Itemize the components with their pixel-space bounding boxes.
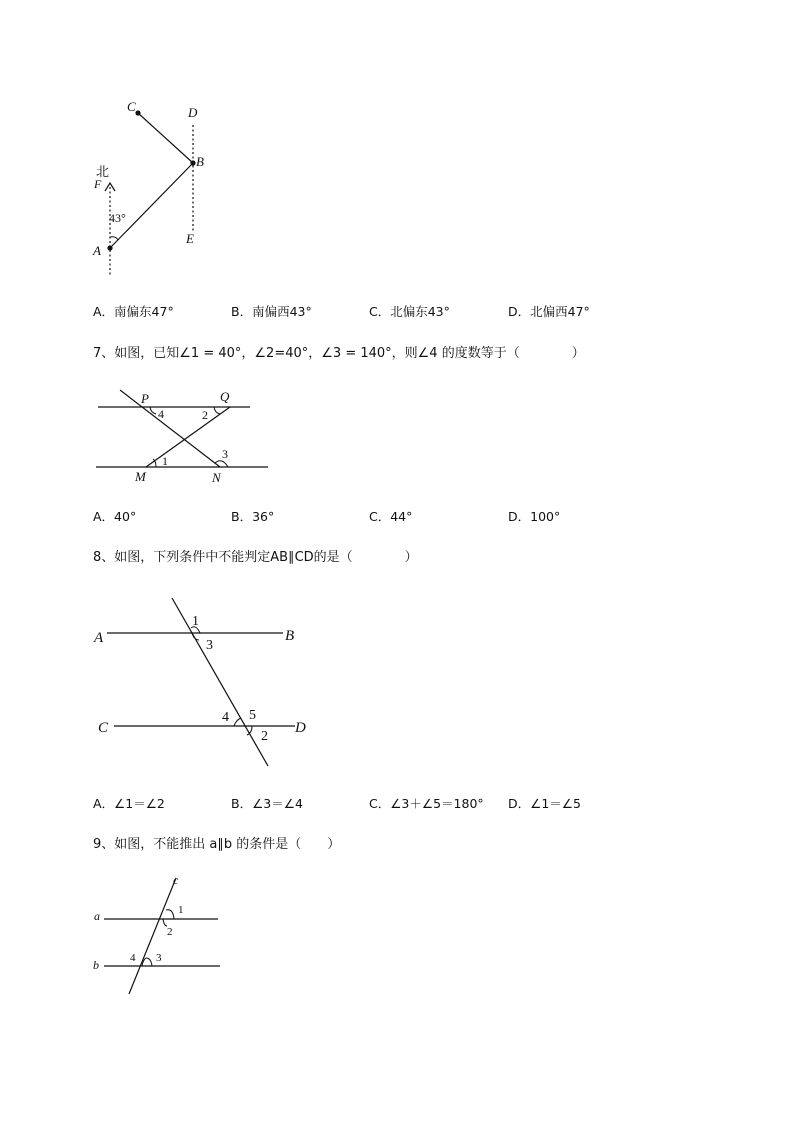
angle-arc-3: [146, 958, 152, 966]
q8-stem: 8、如图，下列条件中不能判定AB∥CD的是（ ）: [93, 550, 418, 565]
q7-option-a[interactable]: A．40°: [93, 509, 137, 524]
label-angle-5: 5: [249, 708, 256, 723]
q6-option-b[interactable]: B．南偏西43°: [231, 304, 312, 319]
label-angle-3: 3: [222, 447, 228, 461]
angle-arc-1: [166, 910, 174, 919]
label-e: E: [186, 231, 194, 246]
label-angle-3: 3: [206, 638, 213, 653]
label-a: A: [93, 243, 101, 258]
point-b: [190, 160, 195, 165]
figure-q7: [90, 383, 280, 488]
label-angle-2: 2: [261, 729, 268, 744]
label-q: Q: [220, 389, 230, 404]
label-angle-4: 4: [158, 407, 164, 421]
figure-bearing: [85, 95, 225, 285]
label-a: a: [94, 909, 100, 923]
label-b: B: [196, 154, 204, 169]
angle-arc-3: [215, 461, 228, 467]
label-angle-2: 2: [167, 926, 173, 938]
angle-arc-2: [163, 919, 167, 926]
transversal-pn: [120, 390, 220, 467]
label-angle-2: 2: [202, 408, 208, 422]
q7-stem: 7、如图，已知∠1 = 40°，∠2=40°，∠3 = 140°，则∠4 的度数等于（ ）: [93, 346, 585, 361]
q6-option-d[interactable]: D．北偏西47°: [508, 304, 590, 319]
label-angle-43: 43°: [109, 211, 126, 225]
q8-option-c[interactable]: C．∠3＋∠5＝180°: [369, 796, 484, 811]
q8-option-a[interactable]: A．∠1＝∠2: [93, 796, 165, 811]
label-angle-1: 1: [192, 614, 199, 629]
segment-ab: [110, 163, 193, 248]
label-p: P: [141, 391, 149, 406]
label-c: C: [127, 99, 136, 114]
figure-q8: [90, 590, 320, 770]
label-n: N: [212, 470, 221, 485]
angle-arc: [110, 237, 118, 240]
label-c: C: [98, 720, 109, 736]
label-m: M: [135, 469, 146, 484]
label-angle-1: 1: [178, 904, 184, 916]
label-b: B: [285, 628, 295, 644]
label-north: 北: [96, 165, 110, 180]
q8-option-d[interactable]: D．∠1＝∠5: [508, 796, 581, 811]
transversal: [172, 598, 268, 766]
q6-option-c[interactable]: C．北偏东43°: [369, 304, 450, 319]
q7-option-b[interactable]: B．36°: [231, 509, 275, 524]
q9-stem: 9、如图，不能推出 a∥b 的条件是（ ）: [93, 837, 341, 852]
angle-arc-4: [150, 407, 156, 414]
figure-q9: [88, 872, 228, 997]
q8-option-b[interactable]: B．∠3＝∠4: [231, 796, 303, 811]
q7-option-d[interactable]: D．100°: [508, 509, 561, 524]
label-angle-3: 3: [156, 952, 162, 964]
label-d: D: [295, 720, 306, 736]
label-angle-1: 1: [162, 454, 168, 468]
q7-option-c[interactable]: C．44°: [369, 509, 413, 524]
label-d: D: [188, 105, 198, 120]
segment-cb: [138, 113, 193, 163]
label-angle-4: 4: [130, 952, 136, 964]
label-angle-4: 4: [222, 710, 229, 725]
label-b: b: [93, 958, 99, 972]
label-c: c: [173, 873, 179, 887]
angle-arc-4: [234, 718, 241, 726]
label-f: F: [94, 177, 102, 191]
point-a: [107, 245, 112, 250]
q6-option-a[interactable]: A．南偏东47°: [93, 304, 174, 319]
point-c: [135, 110, 140, 115]
angle-arc-2: [214, 407, 220, 414]
label-a: A: [94, 630, 104, 646]
